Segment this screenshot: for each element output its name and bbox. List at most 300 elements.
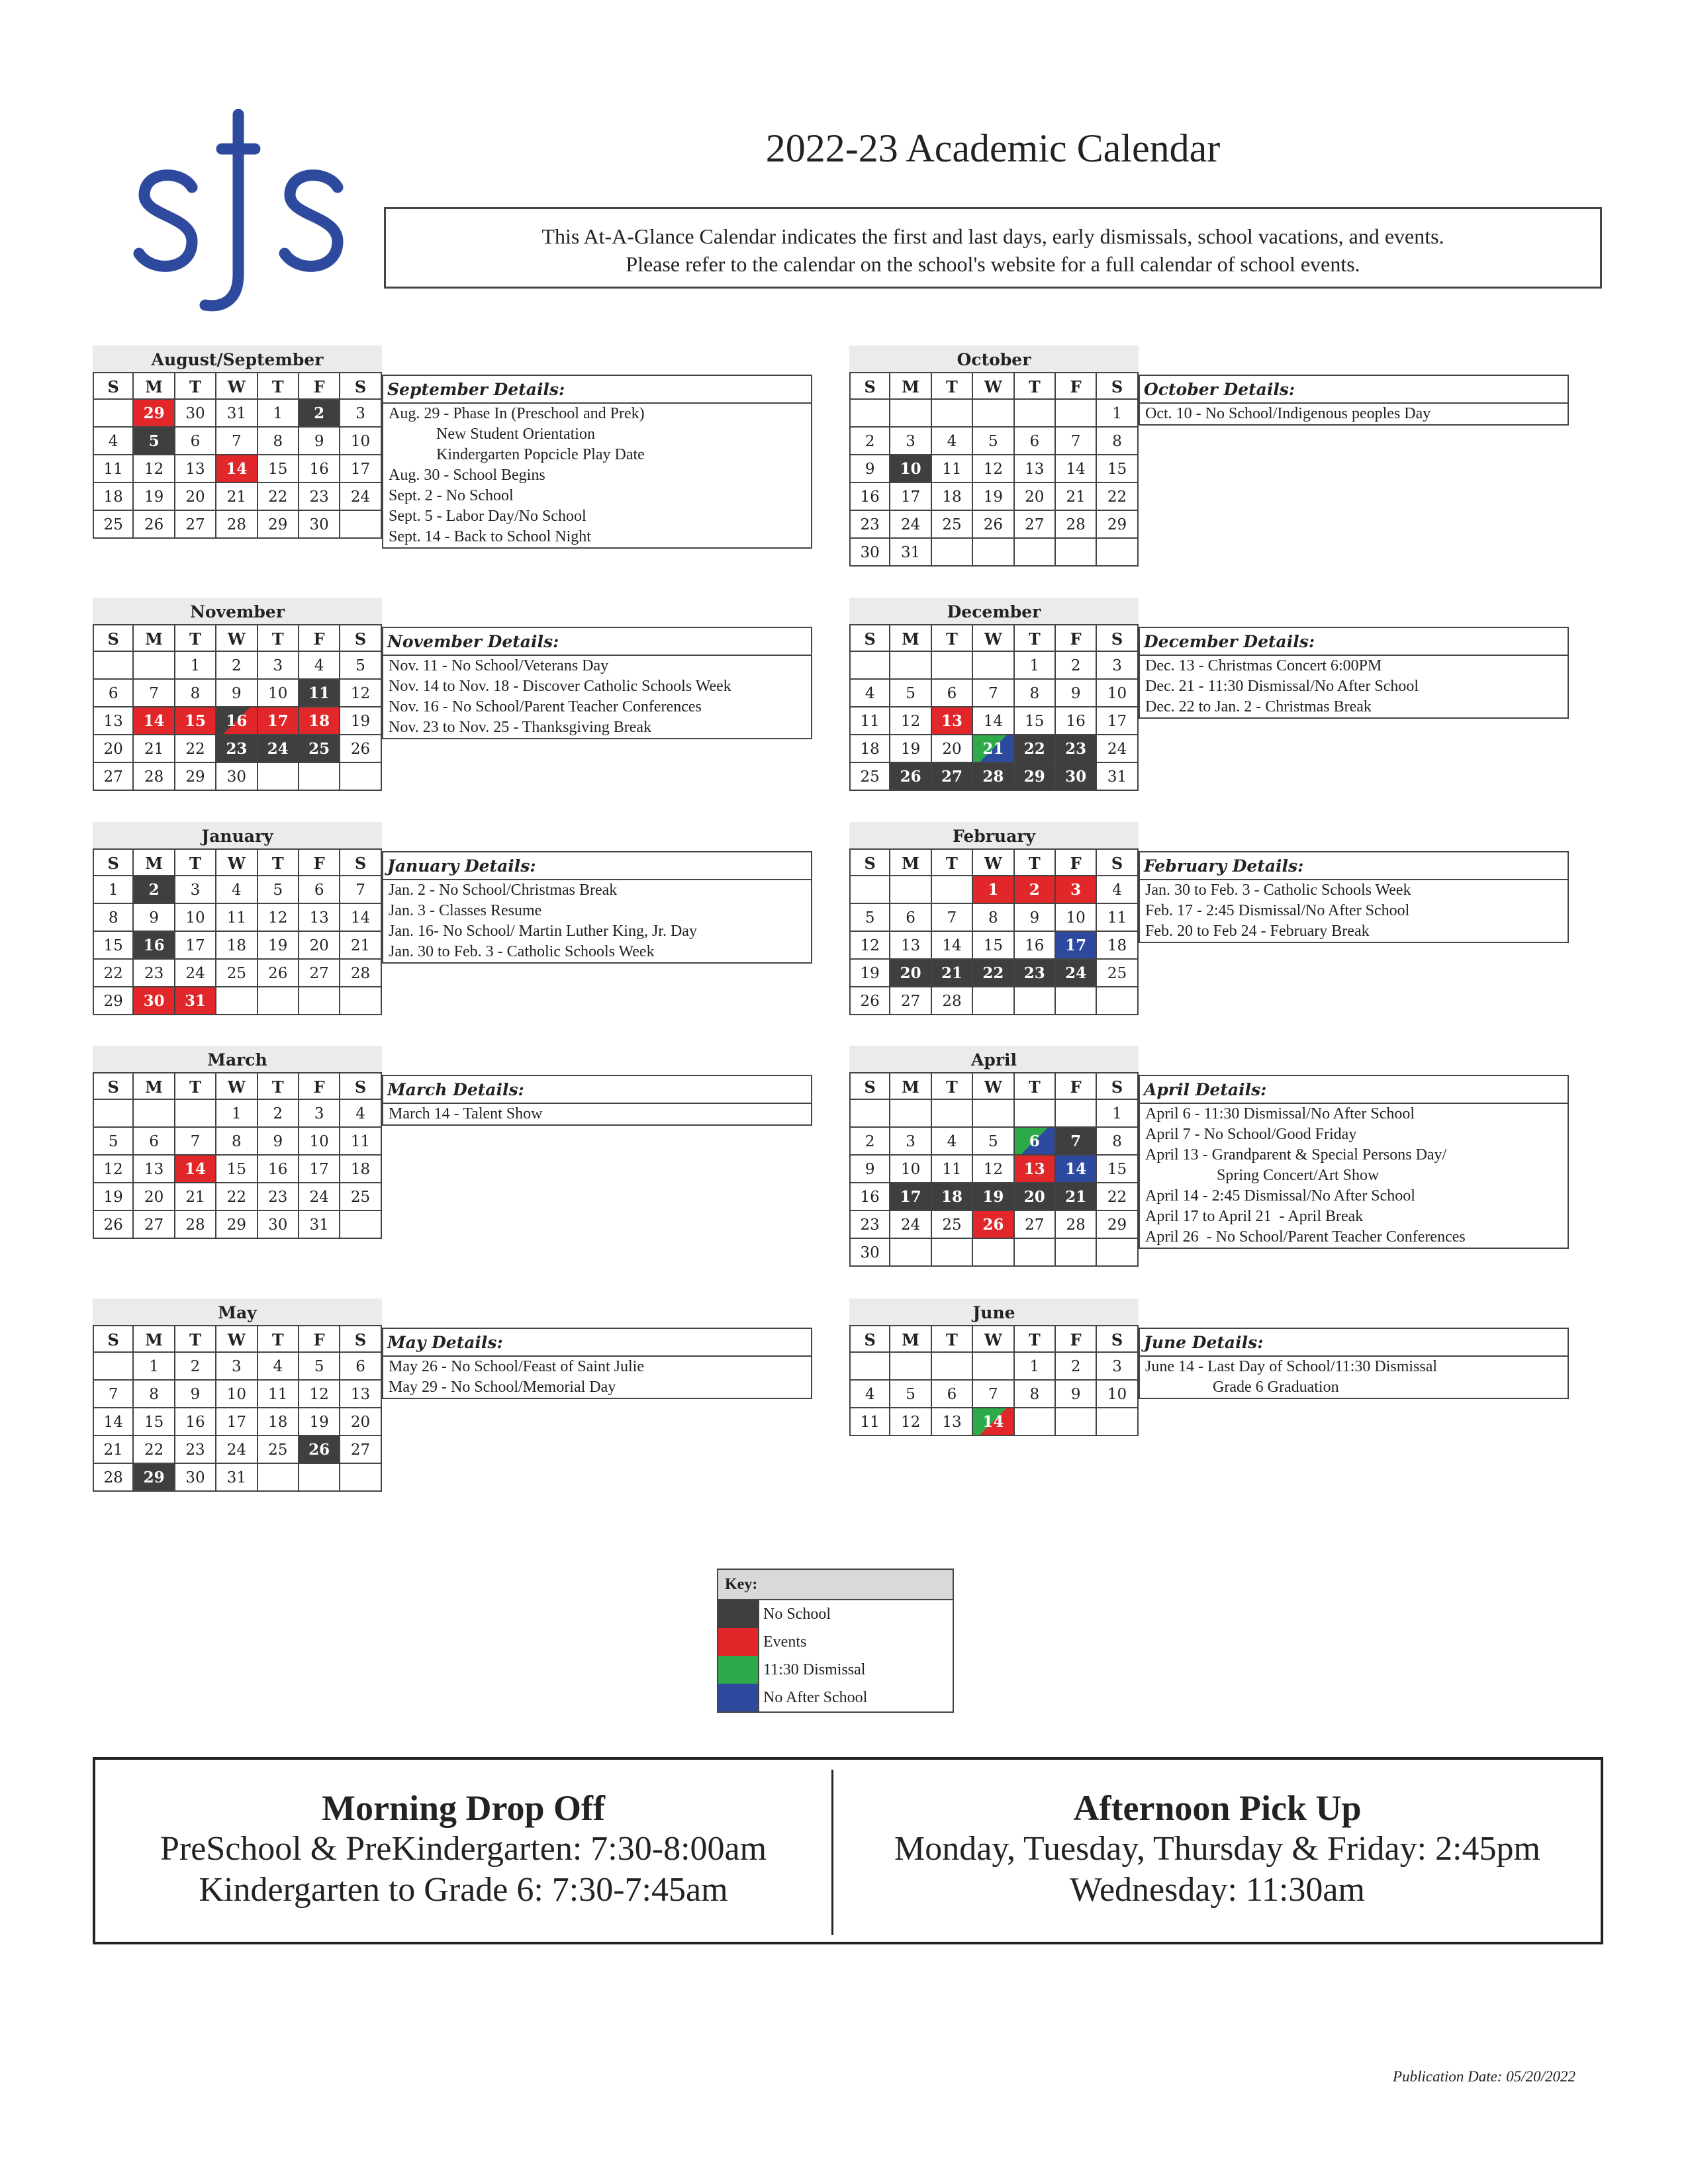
calendar-day: 9: [175, 1381, 216, 1408]
weekday-header: W: [973, 1072, 1014, 1100]
month-details: [382, 375, 812, 549]
weekday-header: S: [340, 848, 381, 876]
details-title: September Details:: [383, 376, 811, 404]
calendar-day: 27: [340, 1436, 381, 1464]
weekday-header: T: [175, 372, 216, 400]
weekday-header: F: [1056, 848, 1097, 876]
calendar-day: 14: [973, 707, 1014, 735]
calendar-day: 12: [134, 455, 175, 483]
calendar-day: [1015, 1239, 1056, 1267]
weekday-header: S: [93, 1325, 134, 1353]
calendar-day: [932, 652, 973, 680]
calendar-day: 11: [299, 680, 340, 707]
weekday-header: S: [849, 624, 890, 652]
weekday-header: T: [1015, 1325, 1056, 1353]
calendar-day: 25: [340, 1183, 381, 1211]
month-grid: [93, 1072, 382, 1239]
calendar-day: 24: [216, 1436, 258, 1464]
calendar-day: 10: [1097, 1381, 1138, 1408]
calendar-day: 13: [932, 1408, 973, 1436]
calendar-day: 23: [1056, 735, 1097, 763]
calendar-day: 30: [175, 400, 216, 428]
legend-item-events: [718, 1628, 953, 1656]
calendar-day: 4: [849, 680, 890, 707]
calendar-day: 31: [216, 400, 258, 428]
calendar-day: 1: [1097, 400, 1138, 428]
details-title: November Details:: [383, 628, 811, 656]
legend-title: Key:: [718, 1570, 953, 1600]
weekday-header: M: [134, 1072, 175, 1100]
weekday-header: M: [890, 372, 931, 400]
calendar-day: 22: [1097, 483, 1138, 511]
calendar-day: 3: [890, 428, 931, 455]
calendar-day: 7: [932, 904, 973, 932]
calendar-day: [1056, 1100, 1097, 1128]
weekday-header: F: [299, 1325, 340, 1353]
calendar-day: 12: [299, 1381, 340, 1408]
calendar-day: 14: [134, 707, 175, 735]
weekday-header: W: [973, 372, 1014, 400]
calendar-day: 4: [216, 876, 258, 904]
calendar-day: [1056, 539, 1097, 567]
weekday-header: F: [1056, 1072, 1097, 1100]
school-logo: [126, 109, 344, 314]
calendar-day: 25: [932, 511, 973, 539]
weekday-header: T: [932, 1325, 973, 1353]
details-line: Sept. 2 - No School: [389, 487, 514, 504]
calendar-day: 16: [175, 1408, 216, 1436]
calendar-day: [1056, 400, 1097, 428]
notice-line-2: Please refer to the calendar on the school's website for a full calendar of school events.: [626, 252, 1360, 276]
calendar-day: 13: [93, 707, 134, 735]
hours-box: [93, 1757, 1603, 1944]
calendar-day: 4: [849, 1381, 890, 1408]
calendar-day: 20: [340, 1408, 381, 1436]
calendar-day: 14: [175, 1156, 216, 1183]
calendar-day: 26: [258, 960, 299, 987]
notice-box: [384, 207, 1602, 289]
weekday-header: M: [134, 624, 175, 652]
calendar-day: [258, 987, 299, 1015]
afternoon-pickup: [833, 1760, 1601, 1911]
legend-item-no-after-school: [718, 1684, 953, 1711]
calendar-day: 15: [973, 932, 1014, 960]
month-calendar: [93, 822, 382, 1015]
details-line: June 14 - Last Day of School/11:30 Dismissal: [1145, 1358, 1438, 1375]
calendar-day: [1097, 1239, 1138, 1267]
calendar-day: 27: [890, 987, 931, 1015]
calendar-day: 2: [1056, 652, 1097, 680]
calendar-day: 19: [93, 1183, 134, 1211]
weekday-header: T: [175, 624, 216, 652]
calendar-day: 19: [973, 1183, 1014, 1211]
calendar-day: 1: [1097, 1100, 1138, 1128]
calendar-day: 24: [890, 1211, 931, 1239]
calendar-day: 13: [175, 455, 216, 483]
calendar-day: [890, 876, 931, 904]
weekday-header: T: [1015, 1072, 1056, 1100]
calendar-day: [1097, 1408, 1138, 1436]
calendar-day: [1015, 1100, 1056, 1128]
month-calendar: [93, 345, 382, 539]
calendar-day: 9: [134, 904, 175, 932]
calendar-day: 4: [93, 428, 134, 455]
calendar-day: 29: [1097, 1211, 1138, 1239]
calendar-day: 25: [216, 960, 258, 987]
calendar-day: 10: [1097, 680, 1138, 707]
calendar-day: 15: [175, 707, 216, 735]
month-grid: [849, 624, 1139, 791]
weekday-header: T: [932, 372, 973, 400]
month-details: [1139, 1075, 1569, 1249]
weekday-header: T: [1015, 848, 1056, 876]
calendar-day: 28: [973, 763, 1014, 791]
calendar-day: 17: [216, 1408, 258, 1436]
month-grid: [93, 372, 382, 539]
calendar-day: 20: [1015, 483, 1056, 511]
calendar-day: 27: [1015, 511, 1056, 539]
calendar-day: 1: [258, 400, 299, 428]
month-name: March: [93, 1046, 382, 1072]
calendar-day: 4: [932, 1128, 973, 1156]
calendar-day: 17: [890, 483, 931, 511]
calendar-day: 19: [849, 960, 890, 987]
calendar-day: [932, 1100, 973, 1128]
calendar-day: 8: [93, 904, 134, 932]
calendar-day: 1: [93, 876, 134, 904]
calendar-day: 10: [175, 904, 216, 932]
calendar-day: 8: [258, 428, 299, 455]
calendar-day: 3: [175, 876, 216, 904]
calendar-day: 12: [973, 1156, 1014, 1183]
calendar-day: [134, 1100, 175, 1128]
calendar-day: 5: [299, 1353, 340, 1381]
month-name: November: [93, 598, 382, 624]
details-line: Feb. 20 to Feb 24 - February Break: [1145, 923, 1370, 940]
calendar-day: 17: [1056, 932, 1097, 960]
calendar-day: [340, 763, 381, 791]
calendar-day: 3: [890, 1128, 931, 1156]
calendar-day: 8: [134, 1381, 175, 1408]
calendar-day: 27: [175, 511, 216, 539]
calendar-day: 19: [258, 932, 299, 960]
weekday-header: T: [932, 624, 973, 652]
afternoon-title: Afternoon Pick Up: [1073, 1788, 1362, 1828]
calendar-day: 16: [134, 932, 175, 960]
calendar-day: [932, 1239, 973, 1267]
legend-label: Events: [763, 1633, 807, 1651]
details-line: April 26 - No School/Parent Teacher Conferences: [1145, 1228, 1466, 1246]
calendar-day: 29: [134, 400, 175, 428]
calendar-day: [340, 987, 381, 1015]
calendar-day: 20: [175, 483, 216, 511]
legend-label: No After School: [763, 1689, 868, 1706]
calendar-day: 21: [973, 735, 1014, 763]
calendar-day: [340, 511, 381, 539]
calendar-day: 22: [216, 1183, 258, 1211]
details-line: Nov. 14 to Nov. 18 - Discover Catholic Schools Week: [389, 678, 731, 695]
calendar-day: 29: [258, 511, 299, 539]
calendar-day: 24: [258, 735, 299, 763]
calendar-day: 2: [1015, 876, 1056, 904]
calendar-day: [932, 1353, 973, 1381]
calendar-day: 13: [890, 932, 931, 960]
calendar-day: [973, 400, 1014, 428]
calendar-day: 30: [849, 539, 890, 567]
calendar-day: 12: [93, 1156, 134, 1183]
calendar-day: 4: [1097, 876, 1138, 904]
calendar-day: 3: [299, 1100, 340, 1128]
details-line: Jan. 16- No School/ Martin Luther King, Jr. Day: [389, 923, 697, 940]
month-name: May: [93, 1298, 382, 1325]
calendar-day: 8: [1015, 1381, 1056, 1408]
notice-line-1: This At-A-Glance Calendar indicates the first and last days, early dismissals, school vacations, and events.: [541, 224, 1444, 248]
details-line: May 29 - No School/Memorial Day: [389, 1379, 616, 1396]
weekday-header: S: [340, 624, 381, 652]
calendar-day: 18: [216, 932, 258, 960]
month-grid: [93, 624, 382, 791]
details-line: New Student Orientation: [389, 426, 595, 443]
calendar-day: [973, 1100, 1014, 1128]
calendar-day: 11: [340, 1128, 381, 1156]
details-line: Dec. 21 - 11:30 Dismissal/No After School: [1145, 678, 1419, 695]
calendar-day: 6: [175, 428, 216, 455]
calendar-day: 13: [340, 1381, 381, 1408]
calendar-day: 9: [1056, 680, 1097, 707]
calendar-day: 16: [1056, 707, 1097, 735]
calendar-day: [1097, 987, 1138, 1015]
calendar-day: 6: [1015, 1128, 1056, 1156]
calendar-day: 26: [890, 763, 931, 791]
calendar-day: 8: [175, 680, 216, 707]
month-details: [1139, 851, 1569, 943]
calendar-day: 16: [216, 707, 258, 735]
calendar-day: 23: [1015, 960, 1056, 987]
calendar-day: 5: [340, 652, 381, 680]
month-name: August/September: [93, 345, 382, 372]
calendar-day: 9: [849, 1156, 890, 1183]
details-title: May Details:: [383, 1329, 811, 1357]
weekday-header: T: [175, 1325, 216, 1353]
calendar-day: 18: [932, 1183, 973, 1211]
details-line: Feb. 17 - 2:45 Dismissal/No After School: [1145, 902, 1410, 919]
calendar-day: 22: [973, 960, 1014, 987]
calendar-day: 7: [1056, 428, 1097, 455]
details-title: December Details:: [1140, 628, 1568, 656]
calendar-day: [258, 763, 299, 791]
calendar-day: 23: [299, 483, 340, 511]
weekday-header: S: [340, 372, 381, 400]
calendar-day: 1: [1015, 652, 1056, 680]
calendar-day: 7: [973, 1381, 1014, 1408]
month-details: [382, 1075, 812, 1126]
calendar-day: 21: [134, 735, 175, 763]
calendar-day: 13: [932, 707, 973, 735]
details-line: April 17 to April 21 - April Break: [1145, 1208, 1364, 1225]
details-title: October Details:: [1140, 376, 1568, 404]
weekday-header: F: [1056, 1325, 1097, 1353]
weekday-header: T: [175, 1072, 216, 1100]
calendar-day: 25: [258, 1436, 299, 1464]
details-line: Spring Concert/Art Show: [1145, 1167, 1380, 1184]
calendar-day: 17: [1097, 707, 1138, 735]
weekday-header: S: [340, 1325, 381, 1353]
calendar-day: 7: [216, 428, 258, 455]
calendar-day: 14: [932, 932, 973, 960]
calendar-day: 7: [134, 680, 175, 707]
weekday-header: F: [299, 624, 340, 652]
calendar-day: 10: [340, 428, 381, 455]
calendar-day: 15: [1097, 1156, 1138, 1183]
details-line: Jan. 30 to Feb. 3 - Catholic Schools Week: [389, 943, 655, 960]
page-title: 2022-23 Academic Calendar: [765, 126, 1221, 170]
calendar-day: 5: [258, 876, 299, 904]
calendar-day: 28: [93, 1464, 134, 1492]
calendar-day: 21: [93, 1436, 134, 1464]
calendar-day: 3: [1097, 652, 1138, 680]
calendar-day: 6: [93, 680, 134, 707]
details-line: April 13 - Grandparent & Special Persons Day/: [1145, 1146, 1447, 1163]
calendar-day: 13: [1015, 455, 1056, 483]
calendar-day: [340, 1464, 381, 1492]
month-name: December: [849, 598, 1139, 624]
calendar-day: 10: [890, 455, 931, 483]
weekday-header: T: [258, 848, 299, 876]
calendar-day: [1056, 1408, 1097, 1436]
calendar-day: 30: [175, 1464, 216, 1492]
calendar-day: 14: [973, 1408, 1014, 1436]
calendar-day: [299, 987, 340, 1015]
calendar-day: 26: [340, 735, 381, 763]
calendar-day: 25: [932, 1211, 973, 1239]
weekday-header: W: [216, 1325, 258, 1353]
calendar-day: 14: [1056, 1156, 1097, 1183]
calendar-day: 28: [340, 960, 381, 987]
weekday-header: S: [93, 372, 134, 400]
details-title: April Details:: [1140, 1076, 1568, 1104]
calendar-day: [1056, 987, 1097, 1015]
weekday-header: M: [890, 848, 931, 876]
calendar-day: 2: [216, 652, 258, 680]
details-title: March Details:: [383, 1076, 811, 1104]
calendar-day: 16: [258, 1156, 299, 1183]
calendar-day: 10: [890, 1156, 931, 1183]
weekday-header: F: [299, 1072, 340, 1100]
calendar-day: 6: [932, 680, 973, 707]
calendar-day: 5: [890, 1381, 931, 1408]
calendar-day: 1: [973, 876, 1014, 904]
calendar-day: 21: [175, 1183, 216, 1211]
calendar-day: 9: [849, 455, 890, 483]
legend-swatch: [718, 1656, 759, 1684]
calendar-day: 20: [932, 735, 973, 763]
weekday-header: T: [932, 848, 973, 876]
calendar-day: [932, 400, 973, 428]
calendar-day: 11: [258, 1381, 299, 1408]
month-details: [382, 851, 812, 964]
details-line: April 7 - No School/Good Friday: [1145, 1126, 1357, 1143]
calendar-day: 13: [134, 1156, 175, 1183]
calendar-day: 27: [1015, 1211, 1056, 1239]
month-calendar: [93, 1298, 382, 1492]
calendar-day: 22: [93, 960, 134, 987]
calendar-day: 9: [299, 428, 340, 455]
calendar-day: [973, 987, 1014, 1015]
details-line: Jan. 2 - No School/Christmas Break: [389, 882, 618, 899]
calendar-day: 24: [175, 960, 216, 987]
calendar-day: 11: [93, 455, 134, 483]
weekday-header: M: [134, 1325, 175, 1353]
calendar-day: 24: [890, 511, 931, 539]
calendar-day: 30: [216, 763, 258, 791]
calendar-day: [973, 1353, 1014, 1381]
month-grid: [849, 1072, 1139, 1267]
calendar-day: 17: [890, 1183, 931, 1211]
calendar-day: 26: [134, 511, 175, 539]
calendar-day: [258, 1464, 299, 1492]
calendar-day: 7: [340, 876, 381, 904]
calendar-day: 30: [1056, 763, 1097, 791]
calendar-day: 23: [258, 1183, 299, 1211]
details-line: March 14 - Talent Show: [389, 1105, 543, 1122]
calendar-day: 31: [890, 539, 931, 567]
calendar-day: 10: [216, 1381, 258, 1408]
calendar-day: 18: [340, 1156, 381, 1183]
calendar-day: 29: [93, 987, 134, 1015]
calendar-day: 18: [849, 735, 890, 763]
calendar-day: 11: [1097, 904, 1138, 932]
weekday-header: S: [849, 372, 890, 400]
weekday-header: M: [890, 1072, 931, 1100]
details-title: January Details:: [383, 852, 811, 880]
weekday-header: W: [216, 372, 258, 400]
calendar-day: 15: [93, 932, 134, 960]
weekday-header: W: [973, 1325, 1014, 1353]
afternoon-line-1: Monday, Tuesday, Thursday & Friday: 2:45pm: [894, 1830, 1540, 1868]
morning-dropoff: [95, 1760, 831, 1911]
calendar-day: 24: [1097, 735, 1138, 763]
calendar-day: [1015, 539, 1056, 567]
calendar-day: 17: [299, 1156, 340, 1183]
calendar-day: 10: [1056, 904, 1097, 932]
calendar-day: 5: [973, 428, 1014, 455]
calendar-day: 11: [932, 1156, 973, 1183]
details-line: Nov. 16 - No School/Parent Teacher Conferences: [389, 698, 702, 715]
calendar-day: 9: [1056, 1381, 1097, 1408]
weekday-header: S: [340, 1072, 381, 1100]
calendar-day: 13: [1015, 1156, 1056, 1183]
calendar-day: 20: [134, 1183, 175, 1211]
calendar-day: 19: [973, 483, 1014, 511]
calendar-day: 3: [1097, 1353, 1138, 1381]
calendar-day: 19: [134, 483, 175, 511]
calendar-day: 31: [1097, 763, 1138, 791]
calendar-day: 17: [258, 707, 299, 735]
weekday-header: S: [849, 848, 890, 876]
details-line: Dec. 22 to Jan. 2 - Christmas Break: [1145, 698, 1372, 715]
calendar-day: 18: [258, 1408, 299, 1436]
calendar-day: [93, 400, 134, 428]
calendar-day: 8: [973, 904, 1014, 932]
weekday-header: T: [932, 1072, 973, 1100]
calendar-day: [299, 763, 340, 791]
calendar-day: 23: [175, 1436, 216, 1464]
calendar-day: [849, 1353, 890, 1381]
weekday-header: S: [849, 1325, 890, 1353]
month-calendar: [93, 1046, 382, 1239]
calendar-day: 29: [1097, 511, 1138, 539]
details-line: Sept. 14 - Back to School Night: [389, 528, 591, 545]
